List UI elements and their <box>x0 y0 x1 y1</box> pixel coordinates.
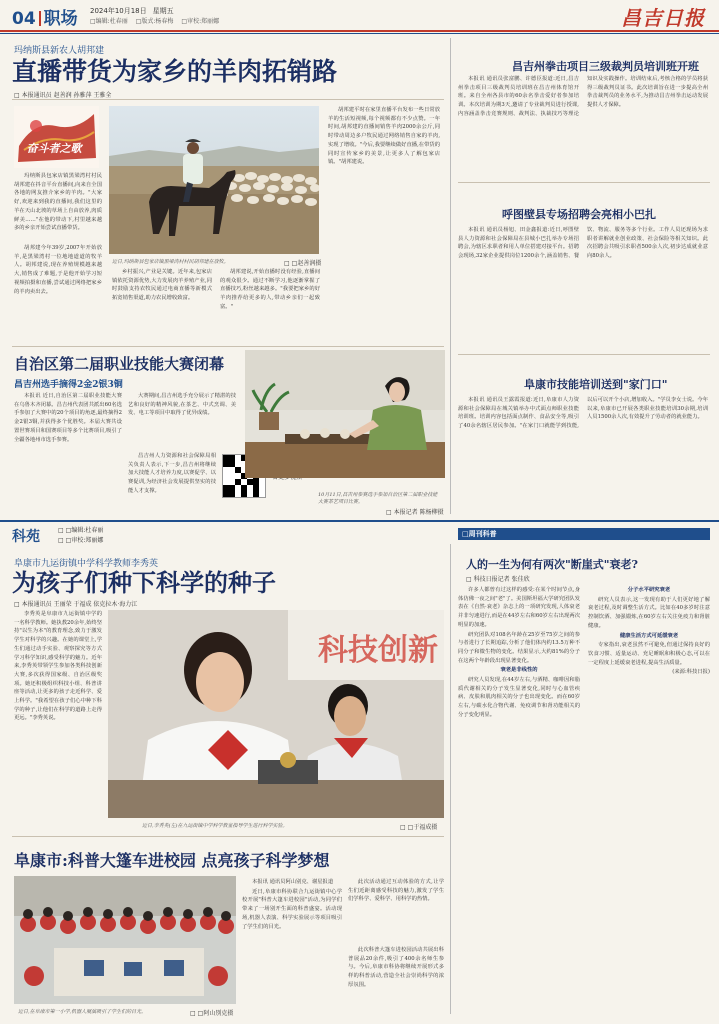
header-credits <box>90 16 227 25</box>
article8-para2: 研究团队对108名年龄在25岁至75岁之间的参与者进行了长期追踪,分析了他们体内约13.5万种不同分子和微生物的变化。结果显示,大约81%的分子在这两个年龄段出现显著变化。 <box>458 631 580 664</box>
article6-body <box>14 610 102 824</box>
article7-col1 <box>242 878 342 1010</box>
article8-col2 <box>588 586 710 1014</box>
header-rule-blue <box>0 33 719 34</box>
article8-byline: □ 科技日报记者 张佳欣 <box>466 574 530 583</box>
article8-subhead1: 衰老是非线性的 <box>500 667 538 674</box>
article6-headline: 为孩子们种下科学的种子 <box>12 568 276 597</box>
section2-editor: □ □编辑:杜春丽 <box>58 525 103 534</box>
article1-headline: 直播带货为家乡的羊肉拓销路 <box>12 57 338 86</box>
article1-col1b <box>14 244 102 348</box>
article8-col1 <box>458 586 580 1014</box>
newspaper-logo: 昌吉日报 <box>621 6 705 30</box>
section2-proof: □ □审校:郑丽娜 <box>58 535 103 544</box>
page-header <box>0 0 719 30</box>
article3-para: 本报讯 通讯员杨旭、田金鑫报道:近日,呼图壁县人力资源和社会保障局在县城小巴扎举办专场招聘会,为辖区求职者和用人单位搭建对接平台。招聘会现场,32家企业提供岗位1200余个,涵盖销售、餐饮、物流、服务等多个行业。工作人员还现场为求职者讲解就业创业政策、社会保险等相关知识。此次招聘会共吸引求职者500余人次,初步达成就业意向80余人。 <box>458 227 708 260</box>
article5-col2b <box>128 452 216 512</box>
page-separator <box>39 11 41 26</box>
article8-credit: (来源:科技日报) <box>672 669 710 676</box>
article1-para1: 玛纳斯县包家店镇黑梁湾村村民胡邦建在抖音平台直播间,向来自全国各地的网友推介家乡的羊肉。"大家好,欢迎来到我的直播间,我们这里的羊在天山北坡的草场上自由放养,肉质鲜美……"在他的带动下,村里越来越多的乡亲开始尝试直播带货。 <box>14 173 102 232</box>
article1-col3 <box>220 268 320 340</box>
article1-byline: □ 本报通讯员 赵善润 孙雅萍 王雅全 <box>14 90 111 99</box>
article5-para3: 昌吉州人力资源和社会保障局相关负责人表示,下一步,昌吉州将继续加大技能人才培养力度,以赛促学、以赛促训,为经济社会发展提供坚实的技能人才支撑。 <box>128 453 216 494</box>
wall-slogan: 科技创新 <box>318 633 438 668</box>
article3-rule <box>458 354 710 355</box>
article8-headline: 人的一生为何有两次"断崖式"衰老? <box>466 558 638 571</box>
article7-top-rule <box>12 836 444 837</box>
article7-byline: 本报讯 通讯员阿山别克、谢星报道 <box>252 879 334 885</box>
article1-para4: 胡邦建说,开始直播时没有经验,直播间的观众很少。通过不断学习,他逐渐掌握了直播技巧,粉丝越来越多。"我要把家乡的好羊肉推荐给更多的人,带动乡亲们一起致富。" <box>220 269 320 310</box>
article7-photo-caption: 近日,在阜康市第一小学,机器人展演吸引了学生们的目光。 <box>18 1009 147 1015</box>
article5-col2 <box>128 392 236 450</box>
article3-headline: 呼图壁县专场招聘会亮相小巴扎 <box>502 208 656 221</box>
robot-show-photo <box>14 876 236 1004</box>
article5-headline: 自治区第二届职业技能大赛闭幕 <box>14 355 225 373</box>
article5-top-rule <box>12 346 444 347</box>
tea-art-photo <box>245 350 445 478</box>
header-date <box>90 6 180 16</box>
page-number: 04 <box>12 9 36 29</box>
article2-headline: 昌吉州拳击项目三级裁判员培训班开班 <box>512 60 699 73</box>
article6-para: 李秀英是阜康市九运街镇中学的一名科学教师。她执教20余年,始终坚持"以生为本"的教育理念,致力于激发学生对科学的兴趣。在她的课堂上,学生们通过动手实验、观察探究等方式学习科学知识,感受科学的魅力。近年来,李秀英带领学生参加各类科技创新大赛,多次获得国家级、自治区级奖项。她还积极组织科技小组、科普讲座等活动,让更多的孩子走近科学、爱上科学。"我希望在孩子们心中种下科学的种子,让他们在科学的道路上走得更远。"李秀英说。 <box>14 611 102 722</box>
issue-weekday: 星期五 <box>152 7 174 15</box>
article7-col2b <box>348 946 444 1010</box>
header-rule-red <box>0 30 719 32</box>
section2-title: 科苑 <box>12 529 40 545</box>
shepherd-photo <box>109 106 319 254</box>
article2-body <box>458 75 708 177</box>
science-class-photo <box>108 610 444 818</box>
banner-text: 奋斗者之歌 <box>26 142 82 155</box>
article5-subhead: 昌吉州选手摘得2金2银3铜 <box>14 380 123 390</box>
issue-date: 2024年10月18日 <box>90 7 147 15</box>
article2-rule <box>458 182 710 183</box>
article8-para4: 研究人员表示,这一发现有助于人们更好地了解衰老过程,及时调整生活方式。比如在40多岁时注意控制饮酒、加强锻炼,在60岁左右关注免疫力和肾脏健康。 <box>588 596 710 629</box>
article4-para: 本报讯 通讯员王露霞报道:近日,阜康市人力资源和社会保障局在城关镇举办中式面点师职业技能培训班。培训内容包括面点制作、食品安全等,吸引了40余名辖区居民参加。"在家门口就能学到技能,以后可以开个小店,增加收入。"学员李女士说。今年以来,阜康市已开展各类职业技能培训30余期,培训人员1500余人次,有效提升了劳动者的就业能力。 <box>458 397 708 430</box>
section2-column-label: □周刊科普 <box>462 530 497 538</box>
article6-byline: □ 本报通讯员 王丽荣 于福成 依克拉木·海力江 <box>14 599 137 608</box>
article7-photo-credit: □ □阿山别克摄 <box>190 1008 233 1017</box>
banner-graphic <box>14 106 99 168</box>
article5-col1 <box>14 392 122 512</box>
article7-para2: 此次活动通过互动体验的方式,让学生们近距离感受科技的魅力,激发了学生们学科学、爱科学、用科学的热情。 <box>348 879 444 903</box>
article5-photo-caption: 10月11日,昌吉州参赛选手参加自治区第二届职业技能大赛茶艺项目比赛。 <box>318 492 438 505</box>
column-divider-bottom <box>450 544 451 1014</box>
article6-kicker: 阜康市九运街镇中学科学教师李秀英 <box>14 559 159 569</box>
article3-body <box>458 226 708 348</box>
article8-para5: 专家指出,衰老虽然不可避免,但通过保持良好的饮食习惯、适量运动、充足睡眠和积极心态,可以在一定程度上延缓衰老进程,提高生活质量。 <box>588 642 710 666</box>
article6-photo-credit: □ □于福成摄 <box>400 822 437 831</box>
layout-credit: □版式:杨春梅 <box>135 18 174 25</box>
article5-photo-credit: □ 本报记者 陈杨柳摄 <box>386 507 444 516</box>
article6-photo-caption: 近日,李秀英(左)在九运街镇中学科学教室指导学生进行科学实验。 <box>142 823 288 829</box>
article6-photo <box>108 610 444 818</box>
article1-para2: 胡邦建今年39岁,2007年开始放羊,是黑梁湾村一位地地道道的牧羊人。胡邦建说,现在养殖规模越来越大,销售成了难题,于是他开始学习短视频拍摄和直播,尝试通过网络把家乡的羊肉卖出去。 <box>14 245 102 295</box>
proof-credit: □审校:郑丽娜 <box>181 18 220 25</box>
section2-rule <box>0 520 719 522</box>
article7-para3: 此次科普大篷车进校园活动共展出科普展品20余件,吸引了400余名师生参与。今后,阜康市科协将继续开展形式多样的科普活动,营造全社会崇尚科学的浓厚氛围。 <box>348 947 444 988</box>
article1-photo-caption: 近日,玛纳斯县包家店镇黑梁湾村村民胡邦建在放牧。 <box>112 259 229 265</box>
article4-headline: 阜康市技能培训送到"家门口" <box>524 378 668 391</box>
article1-para5: 胡邦建平时在家里直播平台发布一些日常放羊的生活短视频,每个视频都有不少点赞。一年时间,胡邦建的直播间销售羊肉2000余公斤,同时带动周边多户牧民通过网络销售自家的羊肉,实现了增收。"今后,我要继续做好直播,在带货的同时宣传家乡的美景,让更多人了解包家店镇。"胡邦建说。 <box>328 107 440 166</box>
section2-column-bar <box>458 528 710 540</box>
page-number-block <box>12 4 78 29</box>
article8-subhead2: 分子水平研究衰老 <box>627 587 671 593</box>
editor-credit: □编辑:杜春丽 <box>90 18 128 25</box>
article2-para: 本报讯 通讯员张富鹏、许德臣报道:近日,昌吉州拳击项目三级裁判员培训班在昌吉州体育馆开班。来自全州各县市的60余名拳击爱好者参加培训。本次培训为期3天,邀请了专业裁判员进行授课,内容涵盖拳击竞赛规则、裁判法、执裁技巧等理论知识及实践操作。培训结束后,考核合格的学员将获得三级裁判员证书。此次培训旨在进一步提高全州拳击裁判员的业务水平,为推动昌吉州拳击运动发展提供人才保障。 <box>458 76 708 117</box>
article5-para2: 大赛期间,昌吉州选手充分展示了精湛的技艺和良好的精神风貌,在茶艺、中式烹调、美发、电工等项目中取得了优异成绩。 <box>128 393 236 417</box>
article5-para1: 本报讯 近日,自治区第二届职业技能大赛在乌鲁木齐闭幕。昌吉州代表团共派出60名选手参加了大赛中的20个项目的角逐,最终摘得2金2银3铜,并获得多个优胜奖。本届大赛共设置世赛项目和国赛项目等多个比赛项目,吸引了全疆各地州市选手参赛。 <box>14 393 122 443</box>
section-name: 职场 <box>43 9 78 29</box>
article7-para1: 近日,阜康市科协联合九运街镇中心学校开展"科普大篷车进校园"活动,为同学们带来了一场别开生面的科普盛宴。活动现场,机器人表演、科学实验展示等项目吸引了学生们的目光。 <box>242 888 342 930</box>
article1-kicker: 玛纳斯县新农人胡邦建 <box>14 46 105 56</box>
article1-col4 <box>328 106 440 340</box>
article8-para1: 许多人都曾有过这样的感受:在某个时间节点,身体仿佛一夜之间"老"了。美国斯坦福大学研究团队发表在《自然·衰老》杂志上的一项研究发现,人体衰老并非匀速进行,而是在44岁左右和60岁左右出现两次明显的加速。 <box>458 587 580 628</box>
article1-inset-banner <box>14 106 99 168</box>
column-divider-top <box>450 38 451 514</box>
article1-para3: 乡村振兴,产业是关键。近年来,包家店镇依托资源优势,大力发展肉羊养殖产业,同时鼓励支持农牧民通过电商直播等新模式拓宽销售渠道,助力农民增收致富。 <box>112 269 212 302</box>
article1-col2 <box>112 268 212 340</box>
article1-photo-credit: □ □赵善润摄 <box>284 258 321 267</box>
article7-photo <box>14 876 236 1004</box>
article4-body <box>458 396 708 512</box>
article8-subhead3: 健康生活方式可延缓衰老 <box>619 632 679 639</box>
article1-photo <box>109 106 319 254</box>
article7-headline: 阜康市:科普大篷车进校园 点亮孩子科学梦想 <box>14 851 330 870</box>
article7-col2 <box>348 878 444 944</box>
article5-photo <box>245 350 445 478</box>
article1-rule <box>12 99 444 100</box>
article8-para3: 研究人员发现,在44岁左右,与酒精、咖啡因和脂质代谢相关的分子发生显著变化,同时与心血管疾病、皮肤和肌肉相关的分子也出现变化。而在60岁左右,与碳水化合物代谢、免疫调节和肾功能相关的分子变化明显。 <box>458 677 580 718</box>
